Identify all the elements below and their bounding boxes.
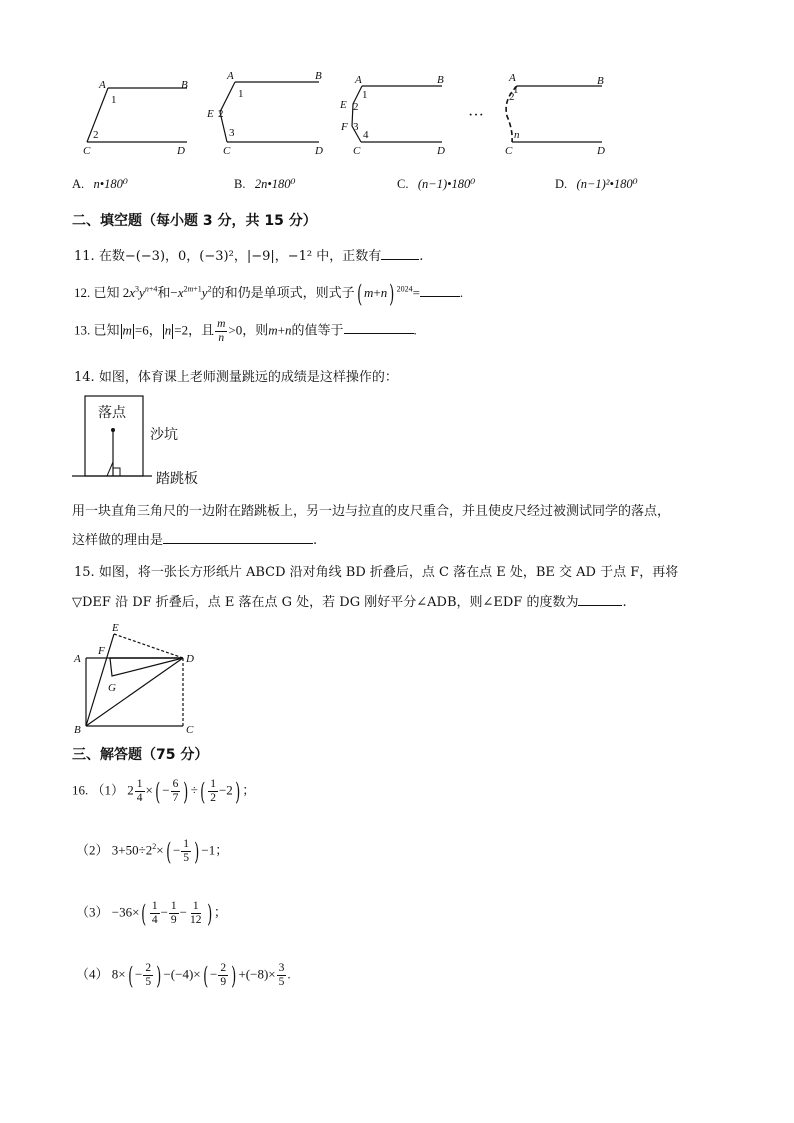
svg-text:3: 3 xyxy=(229,127,235,139)
option-letter: D. xyxy=(555,177,568,191)
question-text: 已知 xyxy=(93,285,120,300)
option-expression: 2n•180⁰ xyxy=(254,177,296,191)
question-14-description: 用一块直角三角尺的一边附在踏跳板上，另一边与拉直的皮尺重合，并且使皮尺经过被测试同学的落点， xyxy=(72,504,671,519)
question-text: 的值等于 xyxy=(291,322,344,338)
svg-text:1: 1 xyxy=(238,88,244,100)
svg-text:···: ··· xyxy=(468,107,484,124)
svg-text:3: 3 xyxy=(353,121,359,133)
svg-text:B: B xyxy=(181,79,188,91)
part-end: ； xyxy=(213,904,227,920)
question-text: 如图，将一张长方形纸片 ABCD 沿对角线 BD 折叠后，点 C 落在点 E 处，BE 交 AD 于点 F，再将 xyxy=(98,565,679,580)
question-14-reason xyxy=(72,529,317,548)
svg-text:C: C xyxy=(505,145,513,157)
part-label: （3） xyxy=(76,904,109,920)
question-number: 14. xyxy=(74,370,95,385)
question-16-part-1: 16. （1） 2 $\frac{1}{4}$ ×( − $\frac{6}{7}$ ) ÷( $\frac{1}{2}$ −2) ； xyxy=(72,777,256,806)
svg-text:D: D xyxy=(186,653,194,665)
part-end: . xyxy=(287,966,291,982)
svg-text:G: G xyxy=(108,682,116,694)
option-expression: (n−1)²•180⁰ xyxy=(576,177,638,191)
answer-blank[interactable] xyxy=(381,247,419,260)
question-14 xyxy=(74,366,398,385)
svg-text:C: C xyxy=(83,145,91,157)
svg-text:D: D xyxy=(177,145,185,157)
math-expression: $-x^{2m+1}y^2$ xyxy=(170,284,212,300)
question-16-part-4: （4） 8×( − $\frac{2}{5}$ ) −(−4)×( − $\frac{2}{9}$ ) +(−8)× $\frac{3}{5}$ . xyxy=(76,961,291,990)
svg-text:1: 1 xyxy=(111,94,117,106)
question-number: 12. xyxy=(74,285,91,300)
figure-panel-3 xyxy=(339,74,445,157)
question-15-line-1 xyxy=(74,561,678,580)
math-expression: ( m+n) $^{2024}$= xyxy=(356,280,420,309)
svg-text:F: F xyxy=(341,121,348,133)
section-title-solve: 三、解答题（75 分） xyxy=(72,747,209,763)
question-13: 13. 已知 m =6， n =2，且 $\frac{m}{n}$ >0，则m+n的值等于 . xyxy=(74,318,417,344)
sand-pit-label: 沙坑 xyxy=(150,427,178,443)
takeoff-board-label: 踏跳板 xyxy=(156,471,198,487)
math-expression: $2x^3y^{n+4}$ xyxy=(122,284,158,300)
question-16-part-3: （3） −36×( $\frac{1}{4}$ − $\frac{1}{9}$ − $\frac{1}{12}$ ) ； xyxy=(76,899,227,928)
question-text-end: . xyxy=(313,533,318,548)
svg-text:E: E xyxy=(112,622,119,634)
option-letter: A. xyxy=(72,177,85,191)
svg-text:E: E xyxy=(207,108,214,120)
question-text-end: . xyxy=(459,285,464,300)
folded-rectangle-figure xyxy=(70,618,210,738)
question-text-end: . xyxy=(419,249,424,264)
part-label: （4） xyxy=(76,966,109,982)
polyline-figure xyxy=(75,68,635,163)
option-letter: B. xyxy=(234,177,246,191)
svg-text:A: A xyxy=(74,653,81,665)
answer-blank[interactable] xyxy=(420,284,460,297)
question-text: 在数−(−3)，0，(−3)²，|−9|，−1² 中，正数有 xyxy=(98,249,382,264)
svg-text:C: C xyxy=(353,145,361,157)
part-label: （2） xyxy=(76,842,109,858)
answer-blank[interactable] xyxy=(578,593,622,606)
svg-text:2: 2 xyxy=(353,101,359,113)
long-jump-figure xyxy=(72,392,222,492)
question-text: 和 xyxy=(157,285,171,300)
svg-text:1: 1 xyxy=(362,89,368,101)
svg-text:B: B xyxy=(597,75,604,87)
landing-point-label: 落点 xyxy=(98,405,126,421)
option-c[interactable] xyxy=(397,176,475,192)
svg-text:C: C xyxy=(186,724,194,736)
svg-text:A: A xyxy=(227,70,234,82)
question-16-part-2: （2） $3+50\div 2^2\times$( − $\frac{1}{5}$ ) −1； xyxy=(76,837,229,866)
svg-text:D: D xyxy=(597,145,605,157)
figure-panel-1 xyxy=(83,79,188,157)
svg-text:n: n xyxy=(514,129,520,141)
question-text: 的和仍是单项式，则式子 xyxy=(211,285,355,300)
question-text: 如图，体育课上老师测量跳远的成绩是这样操作的： xyxy=(98,370,398,385)
svg-text:B: B xyxy=(315,70,322,82)
question-number: 16. xyxy=(72,782,89,798)
question-15-line-2 xyxy=(72,591,627,610)
svg-text:2: 2 xyxy=(509,91,515,103)
question-number: 11. xyxy=(74,249,95,264)
option-a[interactable] xyxy=(72,176,128,192)
svg-text:2: 2 xyxy=(93,129,99,141)
option-expression: (n−1)•180⁰ xyxy=(417,177,476,191)
svg-text:D: D xyxy=(315,145,323,157)
question-text: 已知 xyxy=(93,322,120,338)
section-title-fill-in: 二、填空题（每小题 3 分，共 15 分） xyxy=(72,213,317,229)
svg-text:4: 4 xyxy=(363,129,369,141)
option-d[interactable] xyxy=(555,176,638,192)
question-12 xyxy=(74,280,464,309)
svg-text:E: E xyxy=(340,99,347,111)
svg-text:A: A xyxy=(99,79,106,91)
svg-text:C: C xyxy=(223,145,231,157)
question-text: 这样做的理由是 xyxy=(72,533,164,548)
question-number: 13. xyxy=(74,322,91,338)
figure-panel-4 xyxy=(505,72,605,157)
svg-text:B: B xyxy=(437,74,444,86)
svg-text:D: D xyxy=(437,145,445,157)
option-expression: n•180⁰ xyxy=(93,177,128,191)
part-end: ； xyxy=(242,782,256,798)
question-text-end: . xyxy=(622,595,627,610)
svg-text:A: A xyxy=(355,74,362,86)
question-number: 15. xyxy=(74,565,95,580)
question-text-end: . xyxy=(413,322,417,338)
svg-text:B: B xyxy=(74,724,81,736)
question-text: ▽DEF 沿 DF 折叠后，点 E 落在点 G 处，若 DG 刚好平分∠ADB，则∠EDF 的度数为 xyxy=(72,595,579,610)
figure-panel-2 xyxy=(206,70,323,157)
svg-text:1: 1 xyxy=(513,84,519,96)
svg-text:A: A xyxy=(509,72,516,84)
question-text: ，则 xyxy=(242,322,269,338)
part-label: （1） xyxy=(91,782,125,798)
question-text: ，且 xyxy=(188,322,215,338)
option-letter: C. xyxy=(397,177,409,191)
fraction: $\frac{m}{n}$ xyxy=(217,318,226,344)
answer-blank[interactable] xyxy=(344,321,414,334)
part-end: ； xyxy=(215,842,229,858)
answer-blank[interactable] xyxy=(163,531,313,544)
option-b[interactable] xyxy=(234,176,295,192)
svg-text:F: F xyxy=(98,645,105,657)
svg-text:2: 2 xyxy=(218,108,224,120)
question-11 xyxy=(74,245,423,264)
